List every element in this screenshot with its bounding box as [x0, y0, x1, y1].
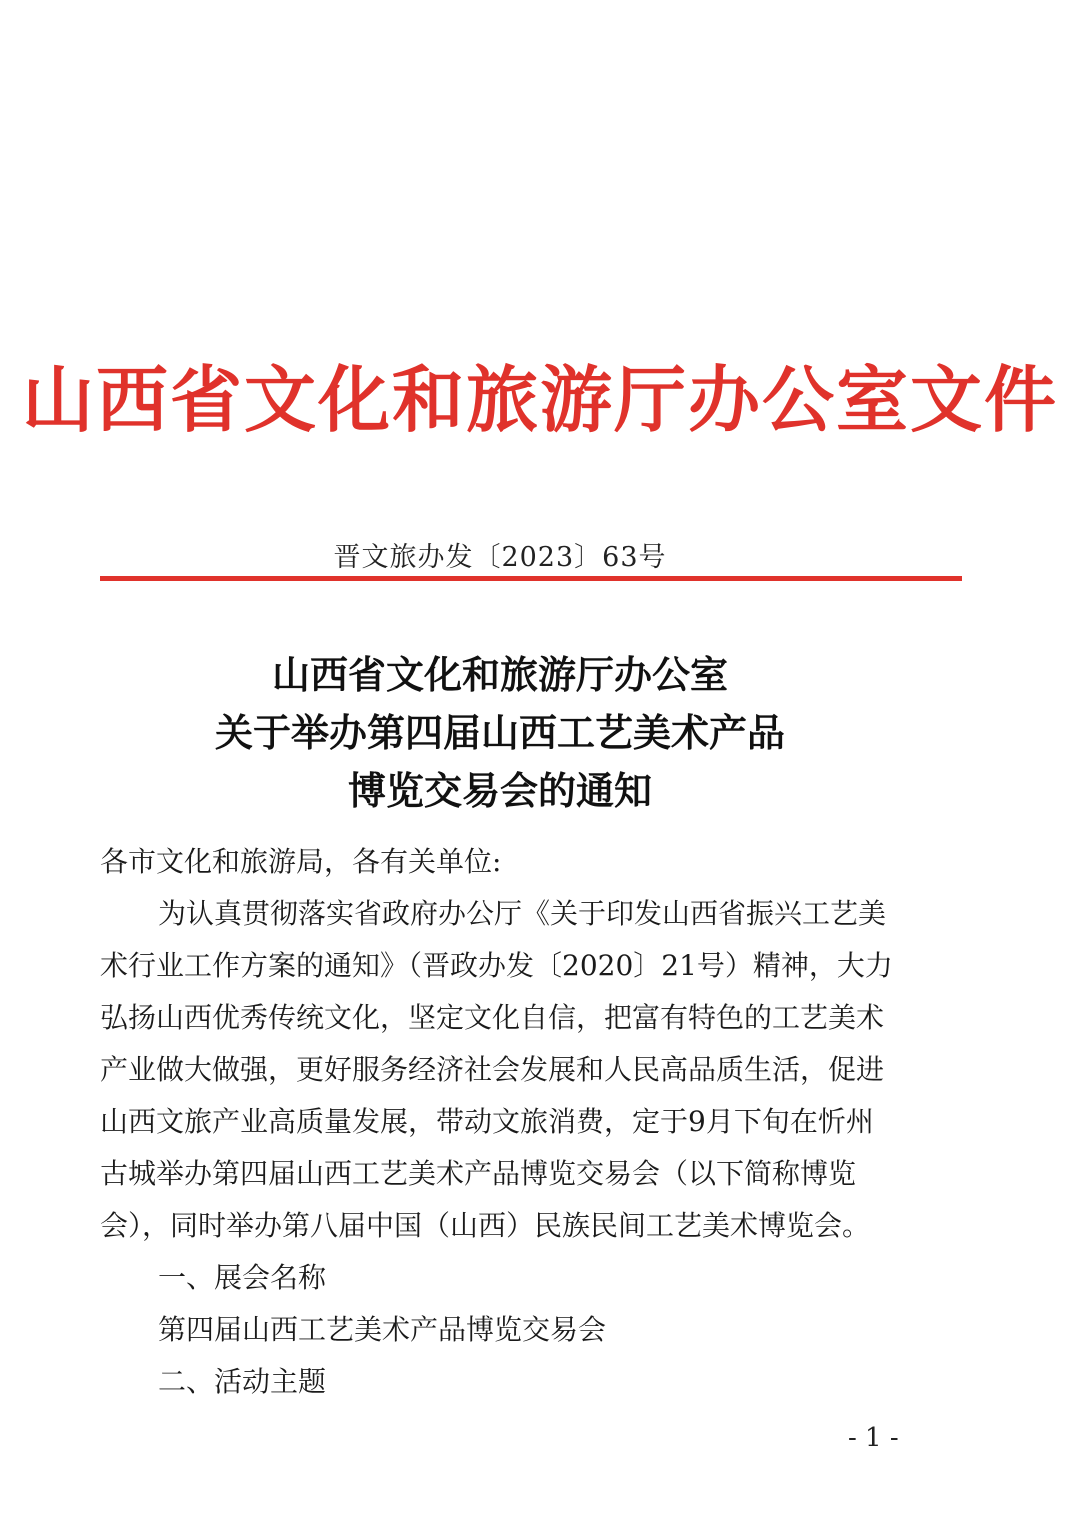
notice-title: [0, 646, 1000, 820]
notice-body: [100, 836, 912, 1408]
paragraph-line: 山西文旅产业高质量发展，带动文旅消费，定于9月下旬在忻州: [100, 1105, 874, 1138]
notice-title-line-1: 山西省文化和旅游厅办公室: [271, 652, 728, 697]
page-number: - 1 -: [848, 1423, 899, 1453]
paragraph-line: 弘扬山西优秀传统文化，坚定文化自信，把富有特色的工艺美术: [100, 1001, 885, 1034]
paragraph-line: 会），同时举办第八届中国（山西）民族民间工艺美术博览会。: [100, 1209, 871, 1242]
paragraph-line: 术行业工作方案的通知》（晋政办发〔2020〕21号）精神，大力: [100, 949, 893, 982]
section-heading-1: 一、展会名称: [158, 1261, 327, 1294]
document-number: 晋文旅办发〔2023〕63号: [333, 542, 667, 573]
paragraph-line: 古城举办第四届山西工艺美术产品博览交易会（以下简称博览: [100, 1157, 857, 1190]
section-text-1: 第四届山西工艺美术产品博览交易会: [158, 1313, 607, 1346]
notice-title-line-2: 关于举办第四届山西工艺美术产品: [214, 710, 785, 755]
paragraph-line: 为认真贯彻落实省政府办公厅《关于印发山西省振兴工艺美: [158, 897, 887, 930]
notice-title-line-3: 博览交易会的通知: [347, 768, 652, 813]
red-divider-rule: [100, 576, 962, 581]
salutation: 各市文化和旅游局，各有关单位:: [100, 845, 502, 878]
paragraph-line: 产业做大做强，更好服务经济社会发展和人民高品质生活，促进: [100, 1053, 885, 1086]
document-masthead: 山西省文化和旅游厅办公室文件: [21, 357, 1058, 442]
section-heading-2: 二、活动主题: [158, 1365, 327, 1398]
